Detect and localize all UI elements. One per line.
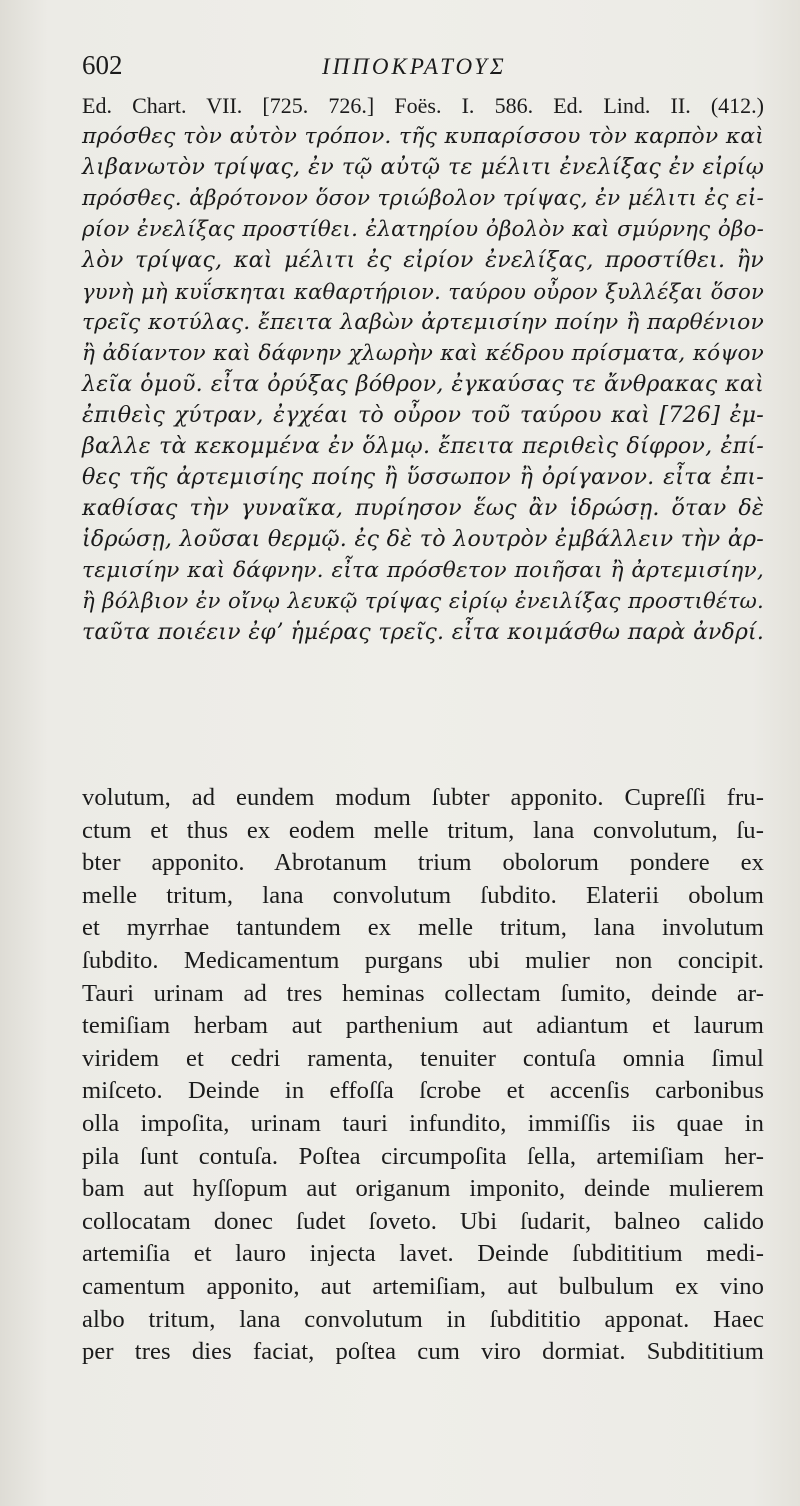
greek-line: λεῖα ὁμοῦ. εἶτα ὀρύξας βόθρον, ἐγκαύσας τε ἄνθρακας καὶ xyxy=(82,371,764,397)
greek-line: γυνὴ μὴ κυΐσκηται καθαρτήριον. ταύρου οὖρον ξυλλέξαι ὅσον xyxy=(82,279,764,304)
latin-line: ſubdito. Medicamentum purgans ubi mulier non concipit. xyxy=(82,946,764,974)
latin-line: bam aut hyſſopum aut origanum imponito, deinde mulierem xyxy=(82,1175,764,1203)
greek-line: τρεῖς κοτύλας. ἔπειτα λαβὼν ἀρτεμισίην ποίην ἢ παρθένιον xyxy=(82,310,764,335)
running-head: ΙΠΠΟΚΡΑΤΟΥΣ xyxy=(322,54,507,79)
latin-line: olla impoſita, urinam tauri infundito, immiſſis iis quae in xyxy=(82,1109,764,1137)
latin-text-block xyxy=(82,782,764,1369)
greek-line: ρίον ἐνελίξας προστίθει. ἐλατηρίου ὀβολὸν καὶ σμύρνης ὀβο- xyxy=(82,217,764,242)
latin-line: pila ſunt contuſa. Poſtea circumpoſita ſella, artemiſiam her- xyxy=(82,1142,764,1170)
greek-line: πρόσθες. ἀβρότονον ὅσον τριώβολον τρίψας, ἐν μέλιτι ἐς εἰ- xyxy=(82,186,764,211)
greek-line: τεμισίην καὶ δάφνην. εἶτα πρόσθετον ποιῆσαι ἢ ἀρτεμισίην, xyxy=(82,558,764,583)
greek-line: ἢ ἀδίαντον καὶ δάφνην χλωρὴν καὶ κέδρου πρίσματα, κόψον xyxy=(82,341,764,366)
latin-line: miſceto. Deinde in effoſſa ſcrobe et accenſis carbonibus xyxy=(82,1077,764,1105)
greek-line: καθίσας τὴν γυναῖκα, πυρίησον ἕως ἂν ἱδρώσῃ. ὅταν δὲ xyxy=(82,495,764,521)
greek-line: βαλλε τὰ κεκομμένα ἐν ὅλμῳ. ἔπειτα περιθεὶς δίφρον, ἐπί- xyxy=(82,433,764,459)
latin-line: albo tritum, lana convolutum in ſubdititio apponat. Haec xyxy=(82,1305,764,1333)
latin-line: camentum apponito, aut artemiſiam, aut bulbulum ex vino xyxy=(82,1272,764,1300)
greek-line: ἐπιθεὶς χύτραν, ἐγχέαι τὸ οὖρον τοῦ ταύρου καὶ [726] ἐμ- xyxy=(82,402,764,428)
latin-line: melle tritum, lana convolutum ſubdito. Elaterii obolum xyxy=(82,881,764,909)
latin-line: Tauri urinam ad tres heminas collectam ſumito, deinde ar- xyxy=(82,979,764,1007)
latin-line: volutum, ad eundem modum ſubter apponito. Cupreſſi fru- xyxy=(82,784,764,811)
edition-reference-line: Ed. Chart. VII. [725. 726.] Foës. I. 586. Ed. Lind. II. (412.) xyxy=(82,93,764,118)
latin-line: collocatam donec ſudet ſoveto. Ubi ſudarit, balneo calido xyxy=(82,1207,764,1235)
greek-line: ἢ βόλβιον ἐν οἴνῳ λευκῷ τρίψας εἰρίῳ ἐνειλίξας προστιθέτω. xyxy=(82,589,764,614)
latin-line: ctum et thus ex eodem melle tritum, lana convolutum, ſu- xyxy=(82,816,764,844)
latin-line: artemiſia et lauro injecta lavet. Deinde ſubdititium medi- xyxy=(82,1240,764,1268)
greek-line: πρόσθες τὸν αὐτὸν τρόπον. τῆς κυπαρίσσου τὸν καρπὸν καὶ xyxy=(82,124,764,149)
latin-line: viridem et cedri ramenta, tenuiter contuſa omnia ſimul xyxy=(82,1044,764,1072)
page-header xyxy=(82,50,760,86)
greek-line: λὸν τρίψας, καὶ μέλιτι ἐς εἰρίον ἐνελίξας, προστίθει. ἢν xyxy=(82,247,764,273)
greek-line: ἱδρώσῃ, λοῦσαι θερμῷ. ἐς δὲ τὸ λουτρὸν ἐμβάλλειν τὴν ἀρ- xyxy=(82,526,764,552)
greek-line: ταῦτα ποιέειν ἐφʼ ἡμέρας τρεῖς. εἶτα κοιμάσθω παρὰ ἀνδρί. xyxy=(82,620,764,645)
latin-line: bter apponito. Abrotanum trium obolorum pondere ex xyxy=(82,849,764,877)
page-number: 602 xyxy=(82,50,123,80)
greek-line: θες τῆς ἀρτεμισίης ποίης ἢ ὕσσωπον ἢ ὀρίγανον. εἶτα ἐπι- xyxy=(82,464,764,490)
latin-line: et myrrhae tantundem ex melle tritum, lana involutum xyxy=(82,914,764,942)
greek-text-block xyxy=(82,90,764,648)
latin-line: per tres dies faciat, poſtea cum viro dormiat. Subdititium xyxy=(82,1338,764,1366)
latin-line: temiſiam herbam aut parthenium aut adiantum et laurum xyxy=(82,1012,764,1040)
greek-line: λιβανωτὸν τρίψας, ἐν τῷ αὐτῷ τε μέλιτι ἐνελίξας ἐν εἰρίῳ xyxy=(82,154,764,180)
